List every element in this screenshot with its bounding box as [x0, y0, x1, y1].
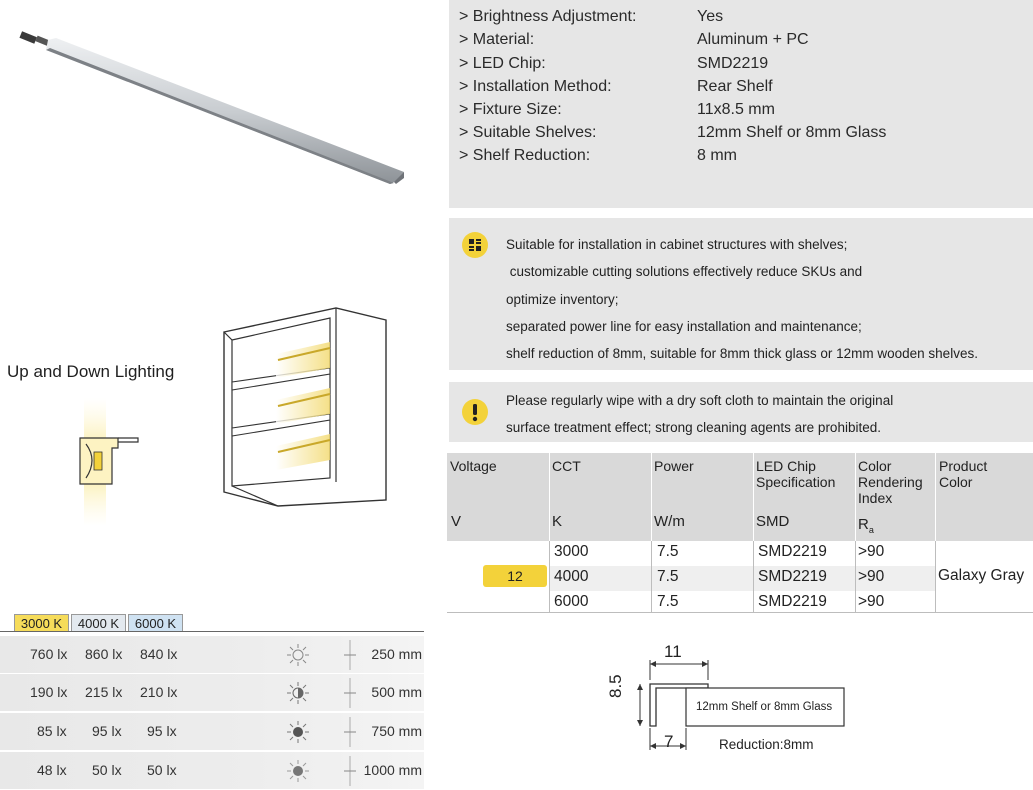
feature-line: customizable cutting solutions effectively reduce SKUs and [506, 264, 863, 279]
spec-label: > Shelf Reduction: [459, 147, 591, 164]
distance-marker-icon [344, 678, 356, 708]
cct-tab-3000: 3000 K [14, 614, 69, 632]
feature-line: Suitable for installation in cabinet structures with shelves; [506, 237, 848, 252]
row-power: 7.5 [657, 543, 679, 560]
product-color: Galaxy Gray [938, 567, 1025, 584]
reduction-label: Reduction:8mm [719, 737, 814, 752]
cabinet-illustration [218, 302, 390, 508]
row-cri: >90 [858, 593, 885, 610]
spec-table [447, 453, 1033, 613]
lux-6000: 840 lx [140, 646, 178, 662]
spec-panel [449, 0, 1033, 208]
spec-value: SMD2219 [697, 55, 769, 72]
spec-value: 8 mm [697, 147, 737, 164]
lux-3000: 190 lx [30, 684, 68, 700]
lux-4000: 215 lx [85, 684, 123, 700]
voltage-badge: 12 [483, 565, 547, 587]
lighting-title: Up and Down Lighting [7, 362, 175, 381]
unit-chip: SMD [756, 513, 790, 530]
profile-cross-section-icon [72, 398, 142, 526]
feature-panel [449, 218, 1033, 370]
unit-cri-r: R [858, 516, 869, 533]
dimension-height: 8.5 [606, 674, 625, 698]
header-cct: CCT [552, 458, 581, 474]
lux-4000: 95 lx [92, 723, 122, 739]
notice-line: surface treatment effect; strong cleaning agents are prohibited. [506, 420, 881, 435]
row-chip: SMD2219 [758, 593, 827, 610]
notice-line: Please regularly wipe with a dry soft cloth to maintain the original [506, 393, 894, 408]
distance-marker-icon [344, 640, 356, 670]
dimension-width: 11 [664, 642, 682, 661]
lux-row [0, 636, 424, 673]
spec-label: > LED Chip: [459, 55, 546, 72]
unit-voltage: V [451, 513, 462, 530]
lux-4000: 50 lx [92, 762, 122, 778]
lux-distance: 1000 mm [363, 762, 422, 778]
header-chip: LED Chip Specification [756, 458, 836, 490]
lux-6000: 95 lx [147, 723, 177, 739]
brightness-dim-icon [287, 760, 309, 782]
product-light-bar-image [14, 26, 410, 186]
lux-row [0, 713, 424, 750]
row-cct: 3000 [554, 543, 589, 560]
header-color: Product Color [939, 458, 988, 490]
brightness-high-icon [287, 644, 309, 666]
lux-3000: 760 lx [30, 646, 68, 662]
lux-distance: 500 mm [371, 684, 422, 700]
spec-label: > Installation Method: [459, 78, 612, 95]
shelf-label: 12mm Shelf or 8mm Glass [696, 701, 833, 713]
spec-label: > Material: [459, 31, 535, 48]
unit-power: W/m [654, 513, 685, 530]
lux-4000: 860 lx [85, 646, 123, 662]
spec-label: > Fixture Size: [459, 101, 562, 118]
lux-3000: 48 lx [37, 762, 67, 778]
distance-marker-icon [344, 756, 356, 786]
feature-line: optimize inventory; [506, 292, 619, 307]
unit-cct: K [552, 513, 563, 530]
row-cri: >90 [858, 568, 885, 585]
lux-row [0, 674, 424, 711]
spec-value: 11x8.5 mm [697, 101, 775, 118]
spec-label: > Brightness Adjustment: [459, 8, 637, 25]
row-cri: >90 [858, 543, 885, 560]
feature-line: separated power line for easy installation and maintenance; [506, 319, 862, 334]
row-power: 7.5 [657, 593, 679, 610]
row-power: 7.5 [657, 568, 679, 585]
brightness-medium-icon [287, 682, 309, 704]
row-cct: 6000 [554, 593, 589, 610]
cct-tab-4000: 4000 K [71, 614, 126, 632]
brightness-low-icon [287, 721, 309, 743]
header-power: Power [654, 458, 694, 474]
spec-value: 12mm Shelf or 8mm Glass [697, 124, 887, 141]
lux-6000: 210 lx [140, 684, 178, 700]
unit-cri-sub: a [868, 525, 874, 535]
lux-distance: 250 mm [371, 646, 422, 662]
row-cct: 4000 [554, 568, 589, 585]
spec-label: > Suitable Shelves: [459, 124, 597, 141]
spec-value: Rear Shelf [697, 78, 773, 95]
notice-panel [449, 382, 1033, 442]
lux-row [0, 752, 424, 789]
distance-marker-icon [344, 717, 356, 747]
row-chip: SMD2219 [758, 543, 827, 560]
lux-6000: 50 lx [147, 762, 177, 778]
warning-icon [462, 399, 488, 425]
lux-table [0, 632, 424, 790]
feature-line: shelf reduction of 8mm, suitable for 8mm thick glass or 12mm wooden shelves. [506, 346, 978, 361]
feature-grid-icon [462, 232, 488, 258]
dimension-reduction-mark: 7 [664, 732, 674, 751]
lux-3000: 85 lx [37, 723, 67, 739]
header-voltage: Voltage [450, 458, 497, 474]
header-cri: Color Rendering Index [858, 458, 923, 506]
row-chip: SMD2219 [758, 568, 827, 585]
cct-tab-6000: 6000 K [128, 614, 183, 632]
unit-cri [858, 516, 874, 535]
lux-distance: 750 mm [371, 723, 422, 739]
spec-value: Aluminum + PC [697, 31, 809, 48]
spec-value: Yes [697, 8, 724, 25]
